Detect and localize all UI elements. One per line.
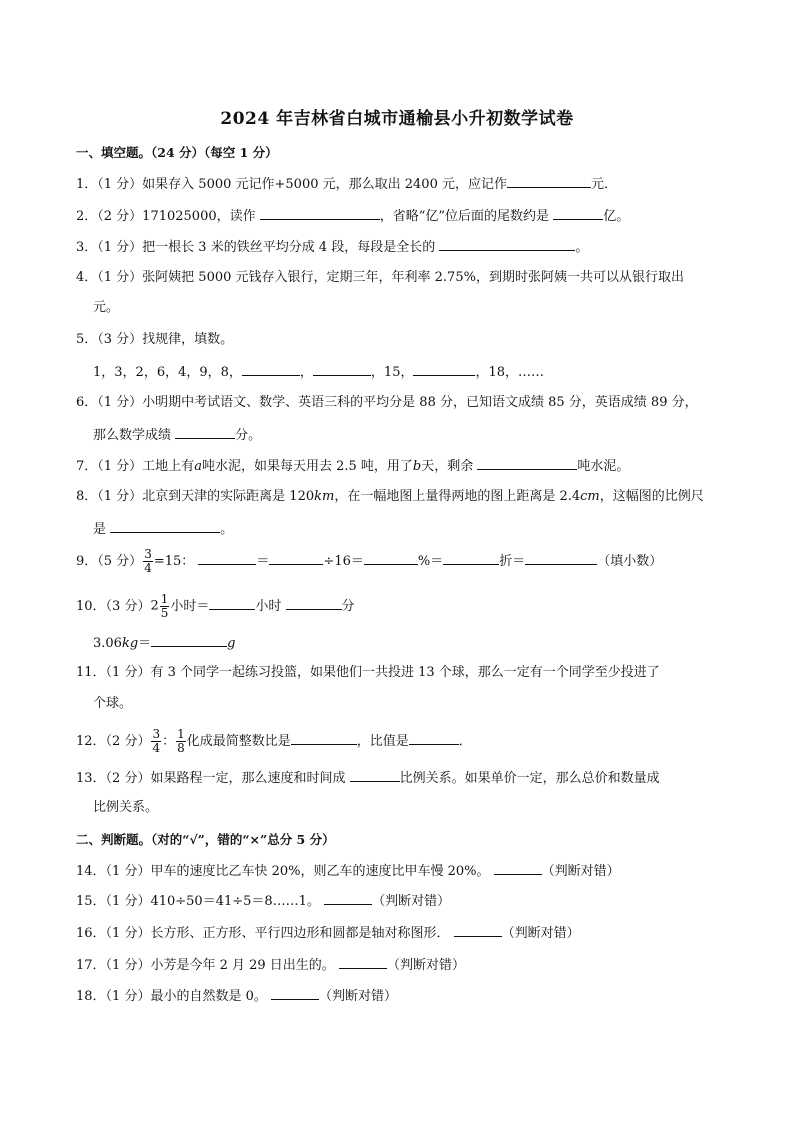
question-4: [76, 268, 726, 288]
question-10-mid: 小时＝: [170, 599, 210, 614]
answer-blank[interactable]: [553, 205, 603, 220]
question-7-text: 7．（1 分）工地上有: [76, 459, 195, 474]
question-5-sequence: [93, 361, 544, 383]
question-9-label: 9．（5 分）: [76, 554, 143, 569]
equals-sign: ＝: [256, 554, 270, 569]
fraction-denominator: 5: [160, 606, 169, 620]
question-8-text: 8．（1 分）北京到天津的实际距离是 120: [76, 489, 315, 504]
question-8: [76, 487, 726, 507]
question-14-text: 14．（1 分）甲车的速度比乙车快 20%，则乙车的速度比甲车慢 20%。: [76, 864, 490, 879]
question-3: [76, 236, 726, 258]
question-4-text: 4．（1 分）张阿姨把 5000 元钱存入银行，定期三年，年利率 2.75%，到期时张阿姨一共可以从银行取出: [76, 270, 684, 285]
question-9-eq: =15：: [153, 554, 195, 569]
question-5: [76, 330, 726, 350]
unit-g: g: [227, 636, 236, 651]
question-10-hours: 小时: [255, 599, 282, 614]
question-7: [76, 455, 726, 477]
answer-blank[interactable]: [507, 173, 591, 188]
question-4-continuation: [93, 298, 119, 318]
answer-blank[interactable]: [413, 361, 475, 376]
sequence-separator: ，15，: [370, 365, 414, 380]
question-10-line2-value: 3.06: [93, 636, 122, 651]
judge-hint: （判断对错）: [541, 864, 620, 879]
answer-blank[interactable]: [350, 767, 400, 782]
question-12-suffix: ．: [458, 734, 472, 749]
page-title: 2024 年吉林省白城市通榆县小升初数学试卷: [220, 109, 574, 129]
ratio-colon: ：: [162, 734, 176, 749]
answer-blank[interactable]: [110, 518, 220, 533]
question-16-text: 16．（1 分）长方形、正方形、平行四边形和圆都是轴对称图形．: [76, 926, 450, 941]
answer-blank[interactable]: [525, 550, 597, 565]
fraction: [160, 593, 170, 620]
section-heading-true-false: 二、判断题。（对的“√”，错的“×”总分 5 分）: [76, 832, 335, 847]
fraction-numerator: 1: [177, 727, 185, 741]
variable-a: a: [194, 459, 202, 474]
judge-hint: （判断对错）: [501, 926, 580, 941]
fraction-numerator: 3: [152, 727, 161, 741]
question-3-text: 3．（1 分）把一根长 3 米的铁丝平均分成 4 段，每段是全长的: [76, 240, 436, 255]
question-12-mid: 化成最简整数比是: [186, 734, 291, 749]
fraction-denominator: 8: [177, 741, 185, 755]
question-17-text: 17．（1 分）小芳是今年 2 月 29 日出生的。: [76, 958, 335, 973]
question-7-suffix: 吨水泥。: [577, 459, 630, 474]
question-13-text: 13．（2 分）如果路程一定，那么速度和时间成: [76, 771, 346, 786]
question-9-hint: （填小数）: [597, 554, 663, 569]
question-9: [76, 548, 726, 575]
question-11-suffix: 个球。: [93, 696, 133, 711]
question-13-continuation: [93, 798, 158, 818]
answer-blank[interactable]: [409, 730, 459, 745]
question-10: [76, 593, 726, 620]
question-11-text: 11．（1 分）有 3 个同学一起练习投篮，如果他们一共投进 13 个球，那么一定有一个同学至少投进了: [76, 665, 660, 680]
fraction: [176, 728, 186, 755]
question-1-suffix: 元．: [590, 177, 617, 192]
unit-cm: cm: [580, 489, 600, 504]
question-13-mid: 比例关系。如果单价一定，那么总价和数量成: [399, 771, 660, 786]
question-12-label: 12．（2 分）: [76, 734, 151, 749]
division-text: ÷16＝: [323, 554, 364, 569]
question-6: [76, 393, 726, 413]
question-2-suffix: 亿。: [603, 209, 630, 224]
question-15-text: 15．（1 分）410÷50＝41÷5＝8……1。: [76, 894, 320, 909]
percent-text: %＝: [417, 554, 444, 569]
answer-blank[interactable]: [494, 860, 542, 875]
judge-hint: （判断对错）: [386, 958, 465, 973]
fraction-numerator: 3: [144, 547, 152, 561]
question-12-mid2: ，比值是: [356, 734, 409, 749]
question-18: [76, 985, 726, 1007]
question-4-suffix: 元。: [93, 300, 120, 315]
equals-sign: ＝: [138, 636, 152, 651]
answer-blank[interactable]: [364, 550, 418, 565]
answer-blank[interactable]: [260, 205, 380, 220]
answer-blank[interactable]: [151, 632, 227, 647]
question-14: [76, 860, 726, 882]
question-11-continuation: [93, 694, 132, 714]
question-5-text: 5．（3 分）找规律，填数。: [76, 332, 234, 347]
answer-blank[interactable]: [209, 595, 255, 610]
mixed-number-whole: 2: [150, 598, 159, 614]
question-8-continuation: [93, 518, 233, 540]
answer-blank[interactable]: [439, 236, 575, 251]
question-8-line2: 是: [93, 522, 107, 537]
unit-kg: kg: [121, 636, 139, 651]
question-1: [76, 173, 726, 195]
question-2: [76, 205, 726, 227]
answer-blank[interactable]: [477, 455, 577, 470]
question-10-line2: [93, 632, 236, 654]
question-8-line2-suffix: 。: [220, 522, 234, 537]
judge-hint: （判断对错）: [372, 894, 451, 909]
variable-b: b: [412, 459, 422, 474]
answer-blank[interactable]: [443, 550, 499, 565]
answer-blank[interactable]: [324, 890, 372, 905]
question-1-text: 1．（1 分）如果存入 5000 元记作+5000 元，那么取出 2400 元，应记作: [76, 177, 507, 192]
question-7-mid: 吨水泥，如果每天用去 2.5 吨，用了: [201, 459, 413, 474]
question-3-suffix: 。: [575, 240, 589, 255]
answer-blank[interactable]: [313, 361, 371, 376]
fraction: [143, 548, 153, 575]
answer-blank[interactable]: [286, 595, 342, 610]
question-12: [76, 728, 726, 755]
fraction-denominator: 4: [144, 561, 152, 575]
question-15: [76, 890, 726, 912]
section-heading-fill-blank: 一、填空题。（24 分）（每空 1 分）: [76, 145, 278, 160]
sequence-start: 1，3，2，6，4，9，8，: [93, 365, 242, 380]
answer-blank[interactable]: [339, 954, 387, 969]
fraction: [151, 728, 161, 755]
question-13-suffix: 比例关系。: [93, 800, 159, 815]
sequence-end: ，18，……: [475, 365, 545, 380]
answer-blank[interactable]: [175, 424, 235, 439]
answer-blank[interactable]: [242, 361, 300, 376]
question-7-mid2: 天，剩余: [421, 459, 474, 474]
question-6-suffix: 分。: [235, 428, 262, 443]
question-10-minutes: 分: [341, 599, 355, 614]
question-6-text: 6．（1 分）小明期中考试语文、数学、英语三科的平均分是 88 分，已知语文成绩 85 分，英语成绩 89 分，: [76, 395, 698, 410]
question-8-suffix: ，这幅图的比例尺: [599, 489, 704, 504]
judge-hint: （判断对错）: [319, 989, 398, 1004]
answer-blank[interactable]: [198, 550, 256, 565]
sequence-separator: ，: [299, 365, 313, 380]
fraction-numerator: 1: [160, 592, 169, 606]
question-2-text: 2．（2 分）171025000，读作: [76, 209, 256, 224]
question-18-text: 18．（1 分）最小的自然数是 0。: [76, 989, 267, 1004]
question-13: [76, 767, 726, 789]
question-16: [76, 922, 726, 944]
question-2-mid: ，省略“亿”位后面的尾数约是: [379, 209, 550, 224]
question-6-line2: 那么数学成绩: [93, 428, 172, 443]
question-8-mid: ，在一幅地图上量得两地的图上距离是 2.4: [334, 489, 581, 504]
fraction-denominator: 4: [152, 741, 161, 755]
question-10-label: 10．（3 分）: [76, 599, 151, 614]
question-11: [76, 663, 726, 683]
question-6-continuation: [93, 424, 261, 446]
question-17: [76, 954, 726, 976]
answer-blank[interactable]: [454, 922, 502, 937]
answer-blank[interactable]: [271, 985, 319, 1000]
answer-blank[interactable]: [269, 550, 323, 565]
discount-text: 折＝: [499, 554, 526, 569]
unit-km: km: [314, 489, 335, 504]
answer-blank[interactable]: [291, 730, 357, 745]
